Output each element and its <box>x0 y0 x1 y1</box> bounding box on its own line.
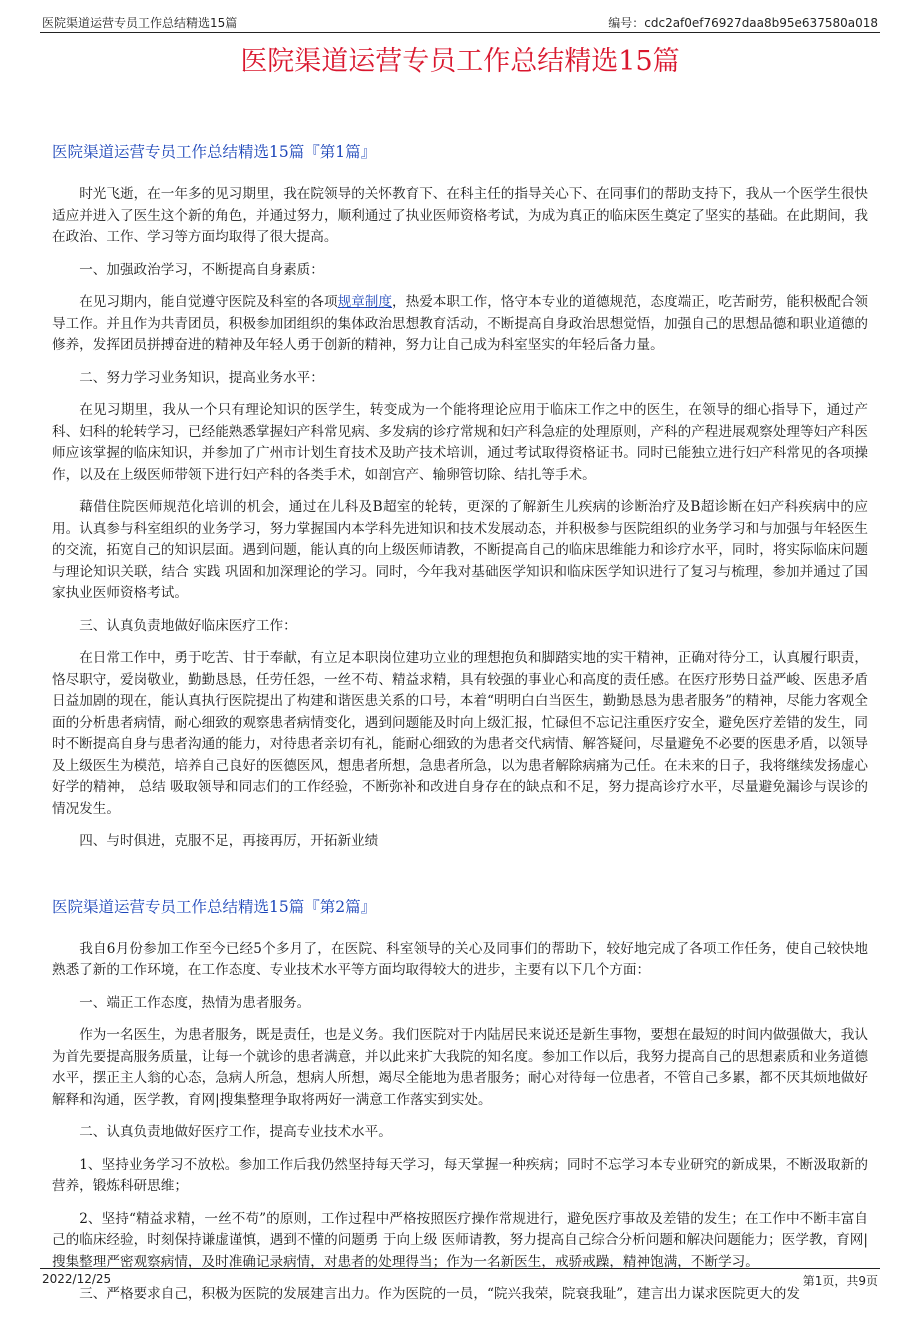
paragraph: 时光飞逝，在一年多的见习期里，我在院领导的关怀教育下、在科主任的指导关心下、在同事们的帮助支持下，我从一个医学生很快适应并进入了医生这个新的角色，并通过努力，顺利通过了执业医师资格考试，为成为真正的临床医生奠定了坚实的基础。在此期间，我在政治、工作、学习等方面均取得了很大提高。 <box>52 186 868 245</box>
paragraph: 二、认真负责地做好医疗工作，提高专业技术水平。 <box>79 1124 392 1140</box>
paragraph: 四、与时俱进，克服不足，再接再厉，开拓新业绩 <box>79 833 379 849</box>
paragraph <box>52 292 868 357</box>
header-doc-name: 医院渠道运营专员工作总结精选15篇 <box>42 16 238 30</box>
paragraph: 二、努力学习业务知识，提高业务水平： <box>79 369 324 386</box>
document-body <box>52 140 868 1317</box>
paragraph: 一、端正工作态度，热情为患者服务。 <box>79 994 311 1011</box>
page-header <box>40 12 880 33</box>
paragraph: 我自6月份参加工作至今已经5个多月了，在医院、科室领导的关心及同事们的帮助下，较好地完成了各项工作任务，使自己较快地熟悉了新的工作环境，在工作态度、专业技术水平等方面均取得较大的进步，主要有以下几个方面： <box>52 940 868 978</box>
text-span: ，热爱本职工作，恪守本专业的道德规范，态度端正，吃苦耐劳，能积极配合领导工作。并且作为共青团员，积极参加团组织的集体政治思想教育活动，不断提高自身政治思想觉悟，加强自己的思想品德和职业道德的修养，发挥团员拼搏奋进的精神及年轻人勇于创新的精神，努力让自己成为科室坚实的年轻后备力量。 <box>52 294 869 353</box>
paragraph: 在见习期里，我从一个只有理论知识的医学生，转变成为一个能将理论应用于临床工作之中的医生，在领导的细心指导下，通过产科、妇科的轮转学习，已经能熟悉掌握妇产科常见病、多发病的诊疗常规和妇产科急症的处理原则，产科的产程进展观察处理等妇产科医师应该掌握的临床知识，并参加了广州市计划生育技术及助产技术培训，通过考试取得资格证书。同时已能独立进行妇产科常见的各项操作，以及在上级医师带领下进行妇产科的各类手术，如剖宫产、输卵管切除、结扎等手术。 <box>52 402 868 483</box>
header-doc-id: 编号：cdc2af0ef76927daa8b95e637580a018 <box>608 16 878 30</box>
paragraph: 2、坚持“精益求精，一丝不苟”的原则，工作过程中严格按照医疗操作常规进行，避免医疗事故及差错的发生；在工作中不断丰富自己的临床经验，时刻保持谦虚谨慎，遇到不懂的问题勇 于向上级 医师请教，努力提高自己综合分析问题和解决问题能力；医学教，育网|搜集整理严密观察病情，及时准确记录病情，对患者的处理得当；作为一名新医生，戒骄戒躁，精神饱满，不断学习。 <box>52 1210 868 1270</box>
section-heading-2: 医院渠道运营专员工作总结精选15篇『第2篇』 <box>52 897 377 916</box>
rules-link[interactable]: 规章制度 <box>337 294 392 310</box>
footer-date: 2022/12/25 <box>42 1272 112 1286</box>
section-heading-1: 医院渠道运营专员工作总结精选15篇『第1篇』 <box>52 143 377 161</box>
paragraph: 三、严格要求自己，积极为医院的发展建言出力。作为医院的一员，“院兴我荣，院衰我耻”，建言出力谋求医院更大的发 <box>79 1286 800 1302</box>
page-footer <box>40 1268 880 1289</box>
paragraph: 作为一名医生，为患者服务，既是责任，也是义务。我们医院对于内陆居民来说还是新生事物，要想在最短的时间内做强做大，我认为首先要提高服务质量，让每一个就诊的患者满意，并以此来扩大我院的知名度。参加工作以后，我努力提高自己的思想素质和业务道德水平，摆正主人翁的心态，急病人所急，想病人所想，竭尽全能地为患者服务；耐心对待每一位患者，不管自己多累，都不厌其烦地做好解释和沟通，医学教，育网|搜集整理争取将两好一满意工作落实到实处。 <box>52 1027 868 1108</box>
footer-page-number: 第1页，共9页 <box>802 1274 878 1288</box>
text-span: 在见习期内，能自觉遵守医院及科室的各项 <box>79 294 338 310</box>
paragraph: 在日常工作中，勇于吃苦、甘于奉献，有立足本职岗位建功立业的理想抱负和脚踏实地的实干精神，正确对待分工，认真履行职责，恪尽职守，爱岗敬业，勤勤恳恳，任劳任怨，一丝不苟、精益求精，具有较强的事业心和高度的责任感。在医疗形势日益严峻、医患矛盾日益加剧的现在，能认真执行医院提出了构建和谐医患关系的口号，本着“明明白白当医生，勤勤恳恳为患者服务”的精神，尽能力客观全面的分析患者病情，耐心细致的观察患者病情变化，遇到问题能及时向上级汇报，忙碌但不忘记注重医疗安全，避免医疗差错的发生，同时不断提高自身与患者沟通的能力，对待患者亲切有礼，能耐心细致的为患者交代病情、解答疑问，尽量避免不必要的医患矛盾，以领导及上级医生为模范，培养自己良好的医德医风，想患者所想，急患者所急，以为患者解除病痛为己任。在未来的日子，我将继续发扬虚心好学的精神， 总结 吸取领导和同志们的工作经验，不断弥补和改进自身存在的缺点和不足，努力提高诊疗水平，尽量避免漏诊与误诊的情况发生。 <box>52 650 868 817</box>
document-title: 医院渠道运营专员工作总结精选15篇 <box>240 46 680 77</box>
paragraph: 三、认真负责地做好临床医疗工作： <box>79 617 297 634</box>
paragraph: 一、加强政治学习，不断提高自身素质： <box>79 261 324 278</box>
paragraph: 1、坚持业务学习不放松。参加工作后我仍然坚持每天学习，每天掌握一种疾病；同时不忘学习本专业研究的新成果，不断汲取新的营养，锻炼科研思维； <box>52 1156 868 1194</box>
paragraph: 藉借住院医师规范化培训的机会，通过在儿科及B超室的轮转，更深的了解新生儿疾病的诊断治疗及B超诊断在妇产科疾病中的应用。认真参与科室组织的业务学习，努力掌握国内本学科先进知识和技术发展动态，并积极参与医院组织的业务学习和与加强与年轻医生的交流，拓宽自己的知识层面。遇到问题，能认真的向上级医师请教，不断提高自己的临床思维能力和诊疗水平，同时，将实际临床问题与理论知识关联，结合 实践 巩固和加深理论的学习。同时，今年我对基础医学知识和临床医学知识进行了复习与梳理，参加并通过了国家执业医师资格考试。 <box>52 499 868 601</box>
